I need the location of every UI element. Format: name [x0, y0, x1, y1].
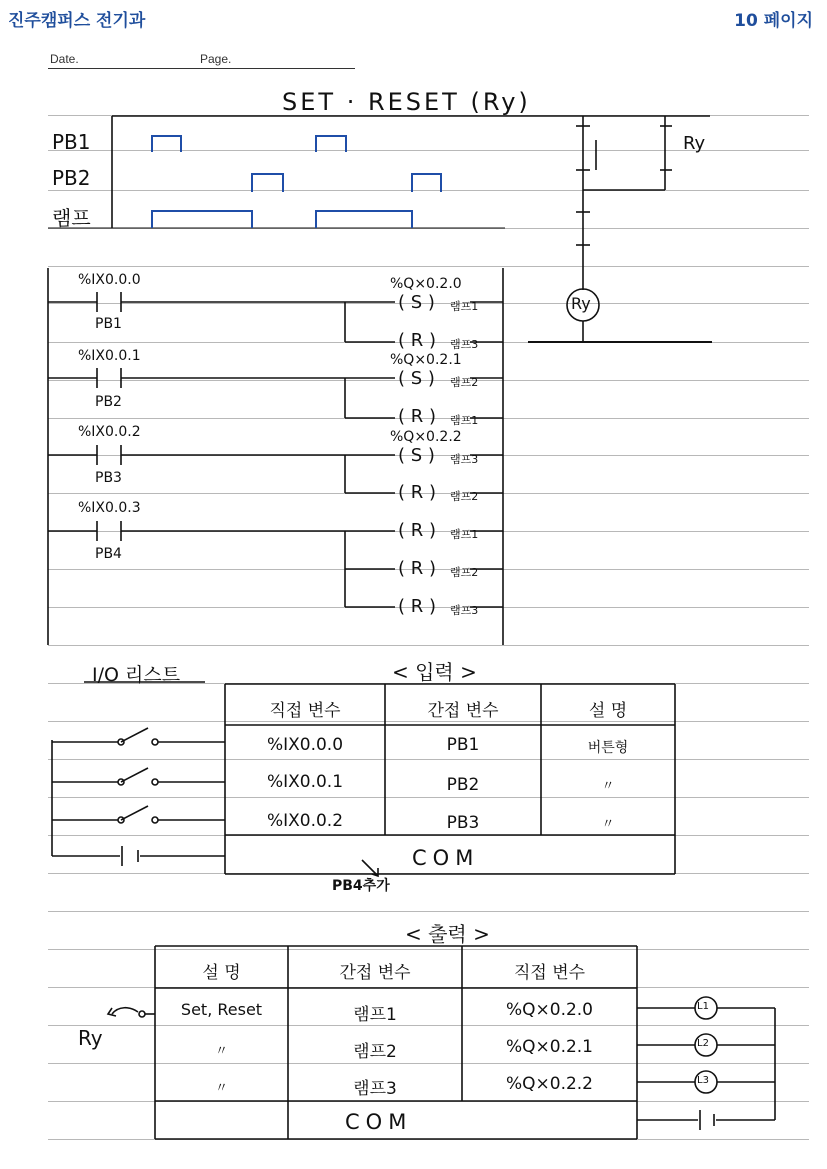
lamp-label: L1 [697, 1001, 709, 1012]
rung-address: %IX0.0.2 [78, 424, 141, 440]
output-header-indirect: 간접 변수 [339, 963, 411, 983]
coil-label: 램프1 [450, 300, 479, 313]
output-table-title: < 출력 > [405, 922, 490, 946]
page-label: Page. [200, 52, 232, 66]
table-cell: PB2 [446, 775, 480, 795]
rung-address: %IX0.0.1 [78, 348, 141, 364]
table-cell: %Q×0.2.2 [505, 1074, 594, 1094]
output-header-direct: 직접 변수 [513, 963, 586, 983]
school-header: 진주캠퍼스 전기과 [8, 11, 146, 31]
pb4-note: PB4추가 [332, 878, 390, 894]
lamp-label: L3 [697, 1075, 709, 1086]
rung-contact: PB3 [95, 470, 122, 486]
coil-type: ( R ) [398, 406, 437, 427]
rung-contact: PB1 [95, 316, 122, 332]
table-cell: %Q×0.2.0 [505, 1000, 594, 1020]
table-cell: 〃 [214, 1081, 228, 1096]
rung-contact: PB4 [95, 546, 122, 562]
rung-address: %IX0.0.0 [78, 272, 141, 288]
rung-contact: PB2 [95, 394, 122, 410]
coil-label: 램프2 [450, 566, 479, 579]
coil-label: 램프1 [450, 528, 479, 541]
output-com: COM [345, 1110, 413, 1134]
table-cell: 램프1 [353, 1005, 397, 1025]
coil-label: 램프1 [450, 414, 479, 427]
input-header-desc: 설 명 [588, 701, 628, 721]
lamp-label: L2 [697, 1038, 709, 1049]
table-cell: PB1 [446, 735, 480, 755]
coil-type: ( R ) [398, 520, 437, 541]
table-cell: 〃 [214, 1044, 228, 1059]
coil-type: ( R ) [398, 558, 437, 579]
coil-label: 램프3 [450, 604, 479, 617]
coil-type: ( R ) [398, 330, 437, 351]
coil-type: ( S ) [398, 292, 435, 313]
rung-address: %IX0.0.3 [78, 500, 141, 516]
coil-type: ( R ) [398, 596, 437, 617]
table-cell: PB3 [446, 813, 480, 833]
io-list-title: I/O 리스트 [92, 664, 181, 686]
signal-label-pb1: PB1 [52, 130, 91, 154]
input-header-direct: 직접 변수 [269, 701, 341, 721]
table-cell: %Q×0.2.1 [505, 1037, 594, 1057]
input-header-indirect: 간접 변수 [427, 701, 499, 721]
coil-type: ( S ) [398, 368, 435, 389]
table-cell: 버튼형 [587, 740, 629, 756]
timing-title: SET · RESET (Ry) [282, 88, 531, 116]
relay-contact-label: Ry [683, 133, 706, 154]
coil-type: ( R ) [398, 482, 437, 503]
signal-label-lamp: 램프 [52, 206, 91, 230]
relay-coil-label: Ry [571, 294, 591, 313]
relay-ry-label: Ry [78, 1026, 103, 1050]
table-cell: %IX0.0.2 [266, 811, 344, 831]
input-table-title: < 입력 > [392, 660, 477, 684]
table-cell: %IX0.0.1 [266, 772, 344, 792]
table-cell: 〃 [601, 779, 615, 794]
page-number: 10 페이지 [734, 11, 813, 31]
input-com: COM [412, 846, 480, 870]
table-cell: 램프3 [353, 1079, 397, 1099]
coil-label: 램프3 [450, 338, 479, 351]
table-cell: 〃 [601, 817, 615, 832]
coil-label: 램프2 [450, 490, 479, 503]
rung-output-address: %Q×0.2.2 [390, 429, 462, 445]
rung-output-address: %Q×0.2.0 [390, 276, 462, 292]
table-cell: %IX0.0.0 [266, 735, 344, 755]
table-cell: 램프2 [353, 1042, 397, 1062]
table-cell: Set, Reset [180, 1000, 263, 1019]
signal-label-pb2: PB2 [52, 166, 91, 190]
coil-type: ( S ) [398, 445, 435, 466]
rung-output-address: %Q×0.2.1 [390, 352, 462, 368]
coil-label: 램프2 [450, 376, 479, 389]
output-header-desc: 설 명 [202, 963, 241, 983]
date-label: Date. [50, 52, 79, 66]
coil-label: 램프3 [450, 453, 479, 466]
